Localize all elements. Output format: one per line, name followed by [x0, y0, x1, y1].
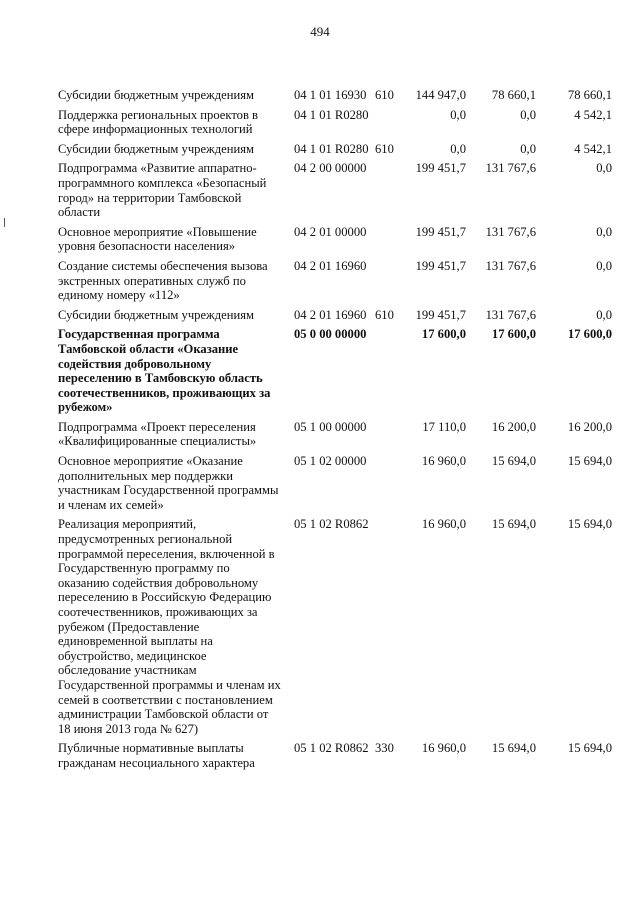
row-name: Основное мероприятие «Оказание дополнительных мер поддержки участникам Государственной программы и членам их семей» — [58, 454, 279, 512]
row-value-3: 0,0 — [596, 161, 612, 176]
row-value-1: 16 960,0 — [421, 517, 466, 532]
row-name: Субсидии бюджетным учреждениям — [58, 88, 254, 102]
row-name: Создание системы обеспечения вызова экстренных оперативных служб по единому номеру «112» — [58, 258, 268, 303]
row-value-1: 0,0 — [450, 107, 466, 122]
row-value-3: 4 542,1 — [574, 107, 612, 122]
row-value-1: 17 600,0 — [421, 327, 466, 342]
row-value-2: 15 694,0 — [491, 454, 536, 469]
row-code: 05 0 00 00000 — [294, 327, 367, 342]
row-value-2: 16 200,0 — [491, 419, 536, 434]
row-name: Субсидии бюджетным учреждениям — [58, 141, 254, 156]
row-value-1: 0,0 — [450, 141, 466, 156]
row-value-3: 17 600,0 — [567, 327, 612, 342]
row-expense-type: 610 — [375, 88, 394, 102]
row-code: 05 1 02 R0862 — [294, 517, 369, 532]
row-expense-type: 330 — [375, 741, 394, 756]
row-code: 05 1 00 00000 — [294, 419, 367, 434]
table-row — [58, 741, 618, 770]
row-code: 04 1 01 R0280 — [294, 141, 369, 156]
table-row — [58, 225, 618, 254]
row-value-3: 15 694,0 — [567, 517, 612, 532]
row-name: Основное мероприятие «Повышение уровня безопасности населения» — [58, 224, 257, 254]
row-code: 05 1 02 R0862 — [294, 741, 369, 756]
table-row — [58, 88, 618, 103]
row-value-2: 131 767,6 — [485, 307, 536, 322]
page-number: 494 — [310, 24, 330, 39]
row-value-2: 17 600,0 — [491, 327, 536, 342]
table-row — [58, 142, 618, 157]
row-value-2: 0,0 — [520, 141, 536, 156]
row-value-1: 16 960,0 — [421, 741, 466, 756]
margin-mark — [4, 218, 5, 227]
row-value-3: 0,0 — [596, 224, 612, 239]
row-value-3: 4 542,1 — [574, 141, 612, 156]
table-row — [58, 308, 618, 323]
row-code: 04 1 01 R0280 — [294, 107, 369, 122]
table-row-program — [58, 327, 618, 415]
row-name: Государственная программа Тамбовской области «Оказание содействия добровольному переселению в Тамбовскую область соотечественников, проживающих за рубежом» — [58, 327, 271, 415]
row-name: Субсидии бюджетным учреждениям — [58, 307, 254, 322]
row-value-3: 15 694,0 — [567, 741, 612, 756]
row-name: Подпрограмма «Развитие аппаратно-программного комплекса «Безопасный город» на территории Тамбовской области — [58, 161, 267, 220]
row-value-3: 15 694,0 — [567, 454, 612, 469]
row-name: Публичные нормативные выплаты гражданам несоциального характера — [58, 741, 255, 770]
row-code: 04 2 01 16960 — [294, 258, 367, 273]
row-value-1: 144 947,0 — [415, 88, 466, 102]
row-expense-type: 610 — [375, 141, 394, 156]
row-value-3: 16 200,0 — [567, 419, 612, 434]
row-value-2: 131 767,6 — [485, 258, 536, 273]
row-code: 04 2 01 16960 — [294, 307, 367, 322]
row-value-3: 78 660,1 — [567, 88, 612, 102]
row-value-3: 0,0 — [596, 307, 612, 322]
table-row — [58, 108, 618, 137]
row-name: Реализация мероприятий, предусмотренных региональной программой переселения, включенной в Государственную программу по оказанию содействия добровольному переселению в Российскую Федерацию соотечественников, проживающих за рубежом (Предоставление единовременной выплаты на обустройство, медицинское обследование участникам Государственной программы и членам их семей в соответствии с постановлением администрации Тамбовской области от 18 июня 2013 года № 627) — [58, 517, 281, 736]
budget-table — [58, 88, 618, 776]
row-code: 04 1 01 16930 — [294, 88, 367, 102]
row-value-1: 199 451,7 — [415, 224, 466, 239]
row-code: 05 1 02 00000 — [294, 454, 367, 469]
row-value-1: 199 451,7 — [415, 307, 466, 322]
row-name: Поддержка региональных проектов в сфере информационных технологий — [58, 107, 259, 137]
row-value-1: 199 451,7 — [415, 258, 466, 273]
row-value-2: 78 660,1 — [491, 88, 536, 102]
row-code: 04 2 00 00000 — [294, 161, 367, 176]
row-value-1: 16 960,0 — [421, 454, 466, 469]
row-expense-type: 610 — [375, 307, 394, 322]
table-row — [58, 517, 618, 736]
table-row — [58, 161, 618, 219]
row-code: 04 2 01 00000 — [294, 224, 367, 239]
row-value-1: 199 451,7 — [415, 161, 466, 176]
table-row — [58, 454, 618, 512]
row-value-2: 131 767,6 — [485, 161, 536, 176]
row-value-1: 17 110,0 — [422, 419, 466, 434]
row-value-2: 15 694,0 — [491, 517, 536, 532]
row-name: Подпрограмма «Проект переселения «Квалифицированные специалисты» — [58, 419, 257, 449]
row-value-2: 15 694,0 — [491, 741, 536, 756]
row-value-3: 0,0 — [596, 258, 612, 273]
table-row — [58, 420, 618, 449]
row-value-2: 0,0 — [520, 107, 536, 122]
row-value-2: 131 767,6 — [485, 224, 536, 239]
table-row — [58, 259, 618, 303]
